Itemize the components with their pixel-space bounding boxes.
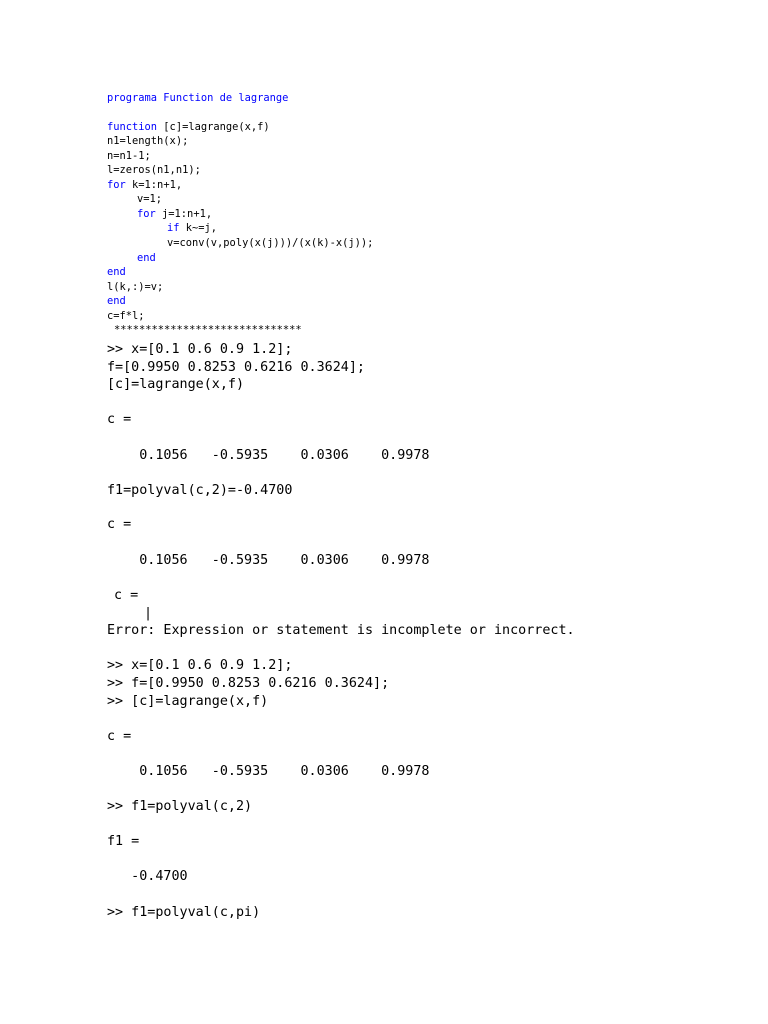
output-line: >> x=[0.1 0.6 0.9 1.2];	[107, 342, 293, 357]
keyword-function: function	[107, 121, 158, 133]
code-line-if	[167, 223, 217, 233]
keyword-for-k: for	[107, 179, 126, 191]
code-line-end-if: end	[107, 266, 126, 278]
code-line-end-inner: end	[137, 252, 156, 264]
output-line: f=[0.9950 0.8253 0.6216 0.3624];	[107, 360, 365, 375]
output-line: c =	[107, 729, 132, 744]
output-line: c =	[114, 588, 139, 603]
for-j-range: j=1:n+1,	[155, 208, 213, 220]
output-line: 0.1056 -0.5935 0.0306 0.9978	[107, 448, 430, 463]
output-line: -0.4700	[107, 869, 188, 884]
error-message: Error: Expression or statement is incomplete or incorrect.	[107, 623, 575, 638]
separator-line: ******************************	[114, 324, 302, 336]
output-line: 0.1056 -0.5935 0.0306 0.9978	[107, 764, 430, 779]
code-line-result: c=f*l;	[107, 310, 145, 322]
output-line: c =	[107, 412, 132, 427]
output-line: >> x=[0.1 0.6 0.9 1.2];	[107, 658, 293, 673]
code-line-end-for: end	[107, 295, 126, 307]
code-line-for-j	[137, 209, 212, 219]
function-signature: [c]=lagrange(x,f)	[157, 121, 270, 133]
output-line: >> f=[0.9950 0.8253 0.6216 0.3624];	[107, 676, 390, 691]
output-line: c =	[107, 517, 132, 532]
code-line-n: n=n1-1;	[107, 150, 151, 162]
keyword-for-j: for	[137, 208, 156, 220]
code-line-assign-row: l(k,:)=v;	[107, 281, 164, 293]
output-line: f1 =	[107, 834, 140, 849]
code-line-conv: v=conv(v,poly(x(j)))/(x(k)-x(j));	[167, 237, 374, 249]
keyword-if: if	[167, 222, 180, 234]
code-heading: programa Function de lagrange	[107, 92, 289, 104]
code-line-for-k	[107, 180, 182, 190]
code-line-v-init: v=1;	[137, 193, 163, 205]
output-line: 0.1056 -0.5935 0.0306 0.9978	[107, 553, 430, 568]
output-line: >> [c]=lagrange(x,f)	[107, 694, 269, 709]
for-k-range: k=1:n+1,	[125, 179, 183, 191]
code-line-zeros: l=zeros(n1,n1);	[107, 164, 201, 176]
output-line: >> f1=polyval(c,2)	[107, 799, 253, 814]
error-caret: |	[144, 606, 153, 621]
output-line: f1=polyval(c,2)=-0.4700	[107, 483, 293, 498]
code-line-function	[107, 122, 270, 132]
output-line: >> f1=polyval(c,pi)	[107, 905, 261, 920]
code-line-n1: n1=length(x);	[107, 135, 189, 147]
output-line: [c]=lagrange(x,f)	[107, 377, 245, 392]
if-condition: k~=j,	[179, 222, 218, 234]
